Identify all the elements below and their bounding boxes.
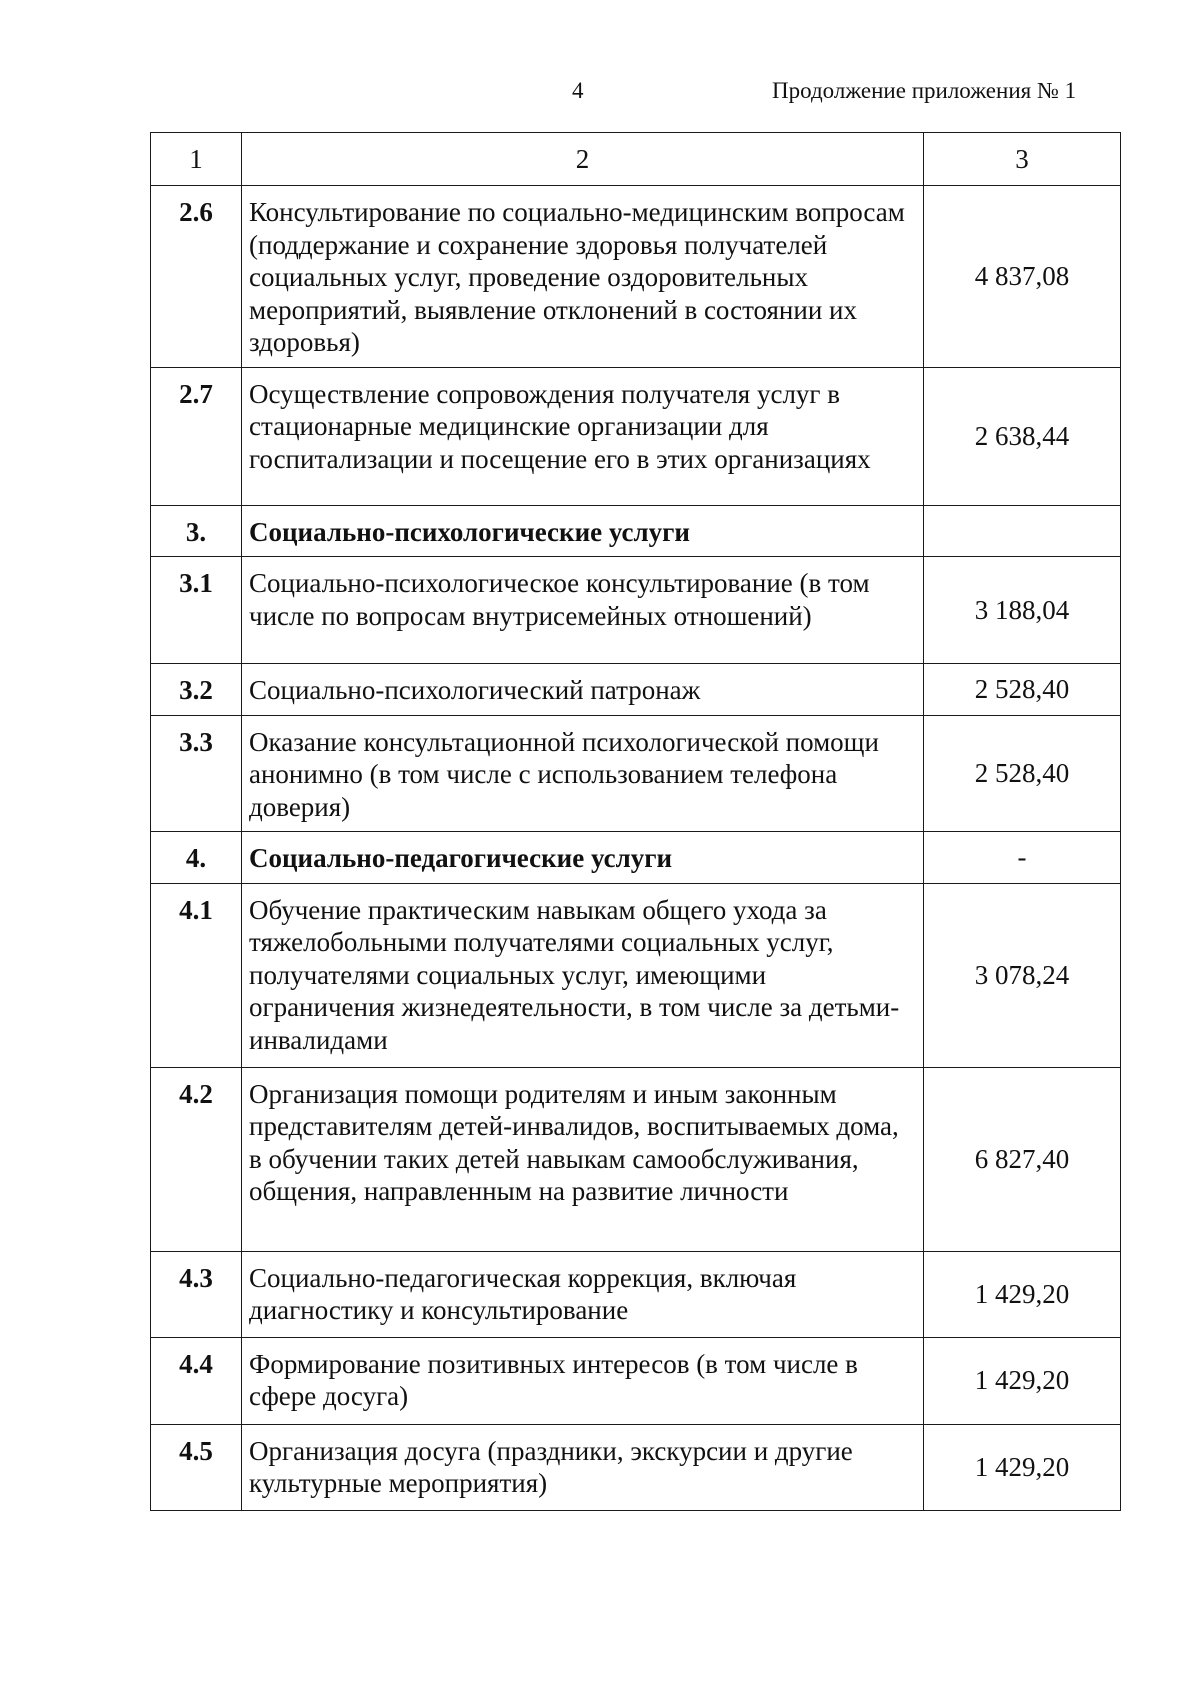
column-header-2: 2 xyxy=(242,133,924,186)
table-row xyxy=(151,367,1121,505)
service-description: Социально-педагогическая коррекция, включая диагностику и консультирование xyxy=(242,1251,924,1337)
section-number: 4. xyxy=(151,832,242,884)
row-number: 4.1 xyxy=(151,883,242,1067)
table-row xyxy=(151,1067,1121,1251)
section-price: - xyxy=(924,832,1121,884)
service-price: 3 188,04 xyxy=(924,557,1121,664)
service-description: Социально-психологическое консультирование (в том числе по вопросам внутрисемейных отношений) xyxy=(242,557,924,664)
row-number: 4.5 xyxy=(151,1424,242,1510)
service-description: Организация досуга (праздники, экскурсии и другие культурные мероприятия) xyxy=(242,1424,924,1510)
service-description: Консультирование по социально-медицинским вопросам (поддержание и сохранение здоровья получателей социальных услуг, проведение оздоровительных мероприятий, выявление отклонений в состоянии их здоровья) xyxy=(242,186,924,368)
section-title: Социально-педагогические услуги xyxy=(242,832,924,884)
table-row xyxy=(151,1424,1121,1510)
service-description: Обучение практическим навыкам общего ухода за тяжелобольными получателями социальных услуг, получателями социальных услуг, имеющими ограничения жизнедеятельности, в том числе за детьми-инвалидами xyxy=(242,883,924,1067)
row-number: 2.7 xyxy=(151,367,242,505)
section-title: Социально-психологические услуги xyxy=(242,505,924,557)
section-price xyxy=(924,505,1121,557)
service-description: Организация помощи родителям и иным законным представителям детей-инвалидов, воспитываемых дома, в обучении таких детей навыкам самообслуживания, общения, направленным на развитие личности xyxy=(242,1067,924,1251)
table-row xyxy=(151,557,1121,664)
column-header-1: 1 xyxy=(151,133,242,186)
row-number: 3.2 xyxy=(151,664,242,716)
appendix-continuation-note: Продолжение приложения № 1 xyxy=(772,78,1077,103)
table-header-row xyxy=(151,133,1121,186)
service-description: Формирование позитивных интересов (в том числе в сфере досуга) xyxy=(242,1337,924,1424)
service-description: Осуществление сопровождения получателя услуг в стационарные медицинские организации для госпитализации и посещение его в этих организациях xyxy=(242,367,924,505)
service-price: 2 528,40 xyxy=(924,664,1121,716)
section-row xyxy=(151,505,1121,557)
row-number: 4.4 xyxy=(151,1337,242,1424)
service-price: 2 528,40 xyxy=(924,715,1121,832)
row-number: 4.2 xyxy=(151,1067,242,1251)
service-price: 4 837,08 xyxy=(924,186,1121,368)
section-number: 3. xyxy=(151,505,242,557)
row-number: 3.1 xyxy=(151,557,242,664)
service-price: 2 638,44 xyxy=(924,367,1121,505)
table-row xyxy=(151,186,1121,368)
row-number: 2.6 xyxy=(151,186,242,368)
page-number: 4 xyxy=(572,78,584,103)
service-price: 1 429,20 xyxy=(924,1424,1121,1510)
row-number: 3.3 xyxy=(151,715,242,832)
table-row xyxy=(151,664,1121,716)
row-number: 4.3 xyxy=(151,1251,242,1337)
service-description: Социально-психологический патронаж xyxy=(242,664,924,716)
service-price: 6 827,40 xyxy=(924,1067,1121,1251)
table-row xyxy=(151,1337,1121,1424)
service-price: 1 429,20 xyxy=(924,1337,1121,1424)
column-header-3: 3 xyxy=(924,133,1121,186)
section-row xyxy=(151,832,1121,884)
service-description: Оказание консультационной психологической помощи анонимно (в том числе с использованием телефона доверия) xyxy=(242,715,924,832)
service-price: 1 429,20 xyxy=(924,1251,1121,1337)
service-price: 3 078,24 xyxy=(924,883,1121,1067)
table-row xyxy=(151,1251,1121,1337)
table-row xyxy=(151,715,1121,832)
table-row xyxy=(151,883,1121,1067)
services-price-table xyxy=(150,132,1121,1511)
